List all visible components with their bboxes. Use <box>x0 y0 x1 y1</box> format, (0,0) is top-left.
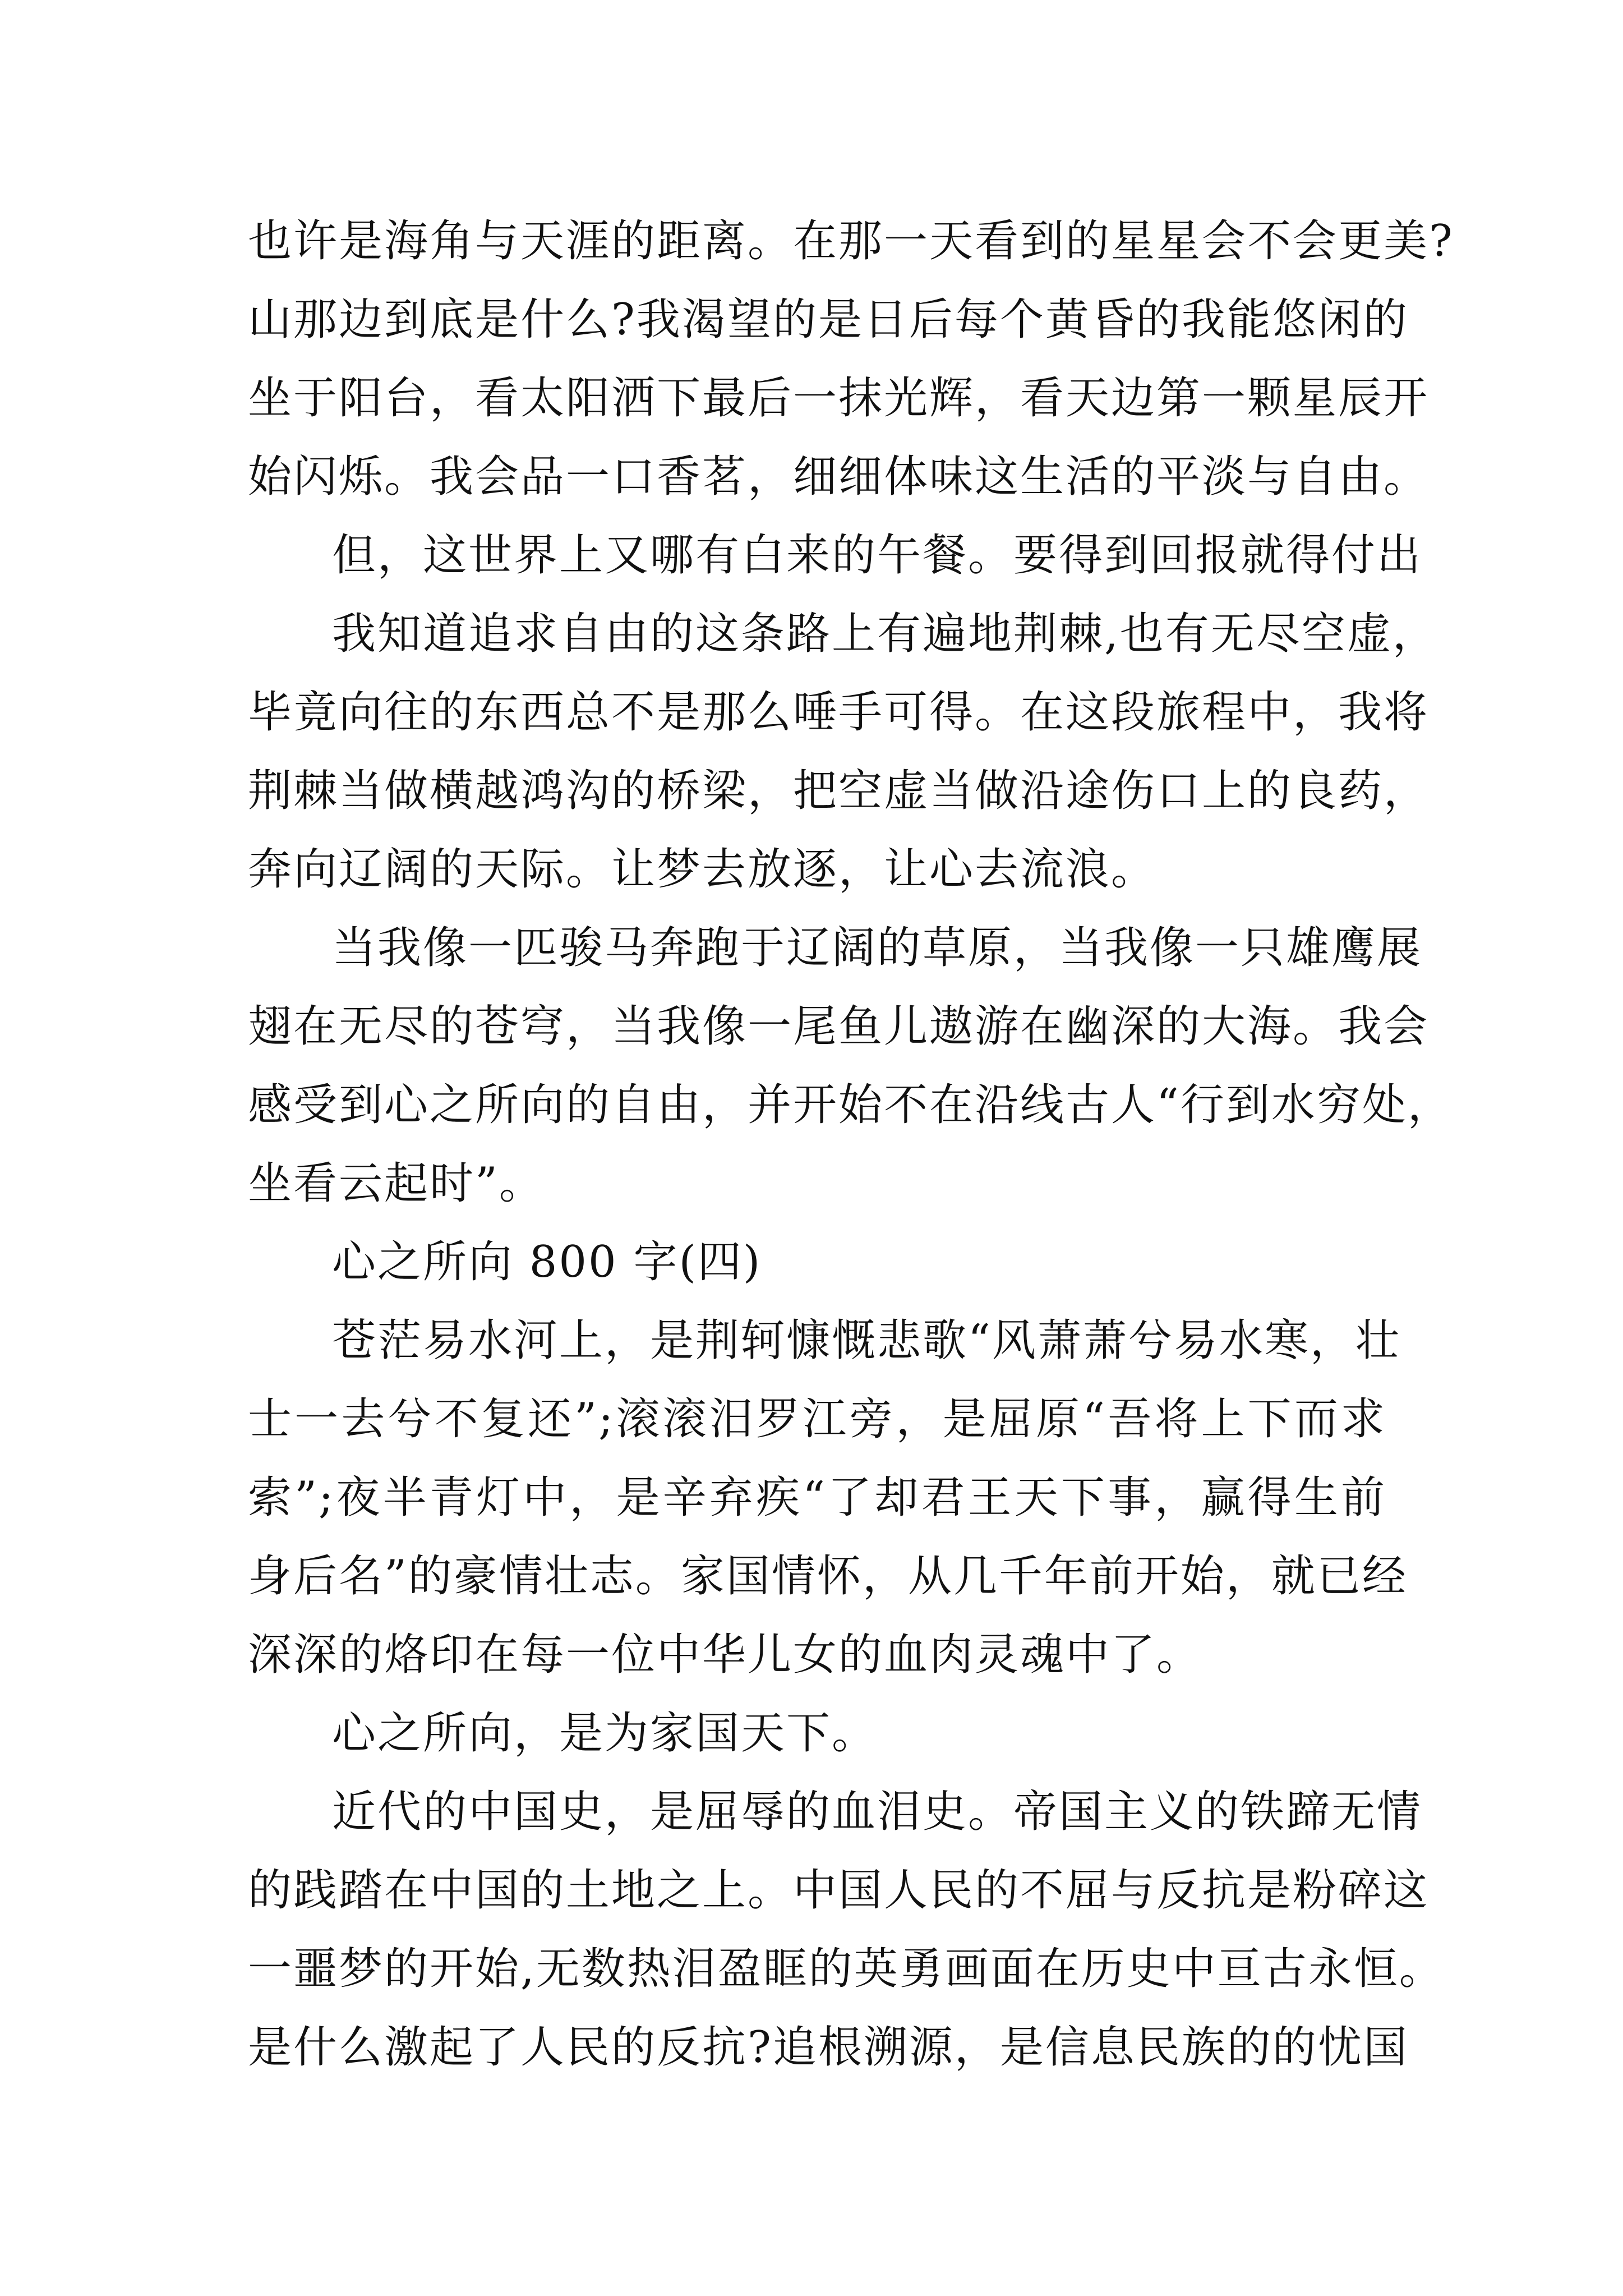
text-line: 坐于阳台，看太阳洒下最后一抹光辉，看天边第一颗星辰开 <box>248 373 1430 424</box>
text-line: 一噩梦的开始,无数热泪盈眶的英勇画面在历史中亘古永恒。 <box>248 1944 1445 1994</box>
text-line: 始闪烁。我会品一口香茗，细细体味这生活的平淡与自由。 <box>248 452 1430 502</box>
text-line: 是什么激起了人民的反抗?追根溯源，是信息民族的的忧国 <box>248 2022 1409 2073</box>
text-line: 深深的烙印在每一位中华儿女的血肉灵魂中了。 <box>248 1630 1202 1680</box>
text-line: 翅在无尽的苍穹，当我像一尾鱼儿遨游在幽深的大海。我会 <box>248 1001 1430 1052</box>
text-line: 荆棘当做横越鸿沟的桥梁，把空虚当做沿途伤口上的良药， <box>248 766 1430 816</box>
text-line: 士一去兮不复还”;滚滚汨罗江旁，是屈原“吾将上下而求 <box>248 1394 1386 1444</box>
document-body <box>248 202 1454 2087</box>
paragraph-start-line: 心之所向，是为家国天下。 <box>332 1708 878 1759</box>
text-line: 山那边到底是什么?我渴望的是日后每个黄昏的我能悠闲的 <box>248 295 1409 345</box>
text-line: 也许是海角与天涯的距离。在那一天看到的星星会不会更美? <box>248 216 1454 266</box>
section-heading: 心之所向 800 字(四) <box>332 1237 762 1287</box>
text-line: 奔向辽阔的天际。让梦去放逐，让心去流浪。 <box>248 844 1157 895</box>
text-line: 毕竟向往的东西总不是那么唾手可得。在这段旅程中，我将 <box>248 687 1430 738</box>
paragraph-start-line: 苍茫易水河上，是荆轲慷慨悲歌“风萧萧兮易水寒，壮 <box>332 1315 1401 1366</box>
text-line: 索”;夜半青灯中，是辛弃疾“了却君王天下事，赢得生前 <box>248 1473 1386 1523</box>
paragraph-start-line: 但，这世界上又哪有白来的午餐。要得到回报就得付出 <box>332 530 1423 581</box>
paragraph-start-line: 我知道追求自由的这条路上有遍地荆棘,也有无尽空虚， <box>332 609 1438 659</box>
text-line: 的践踏在中国的土地之上。中国人民的不屈与反抗是粉碎这 <box>248 1865 1430 1916</box>
text-line: 身后名”的豪情壮志。家国情怀，从几千年前开始，就已经 <box>248 1551 1408 1602</box>
paragraph-start-line: 近代的中国史，是屈辱的血泪史。帝国主义的铁蹄无情 <box>332 1787 1423 1837</box>
text-line: 感受到心之所向的自由，并开始不在沿线古人“行到水穷处， <box>248 1080 1453 1130</box>
paragraph-start-line: 当我像一匹骏马奔跑于辽阔的草原，当我像一只雄鹰展 <box>332 923 1423 973</box>
text-line: 坐看云起时”。 <box>248 1158 545 1209</box>
